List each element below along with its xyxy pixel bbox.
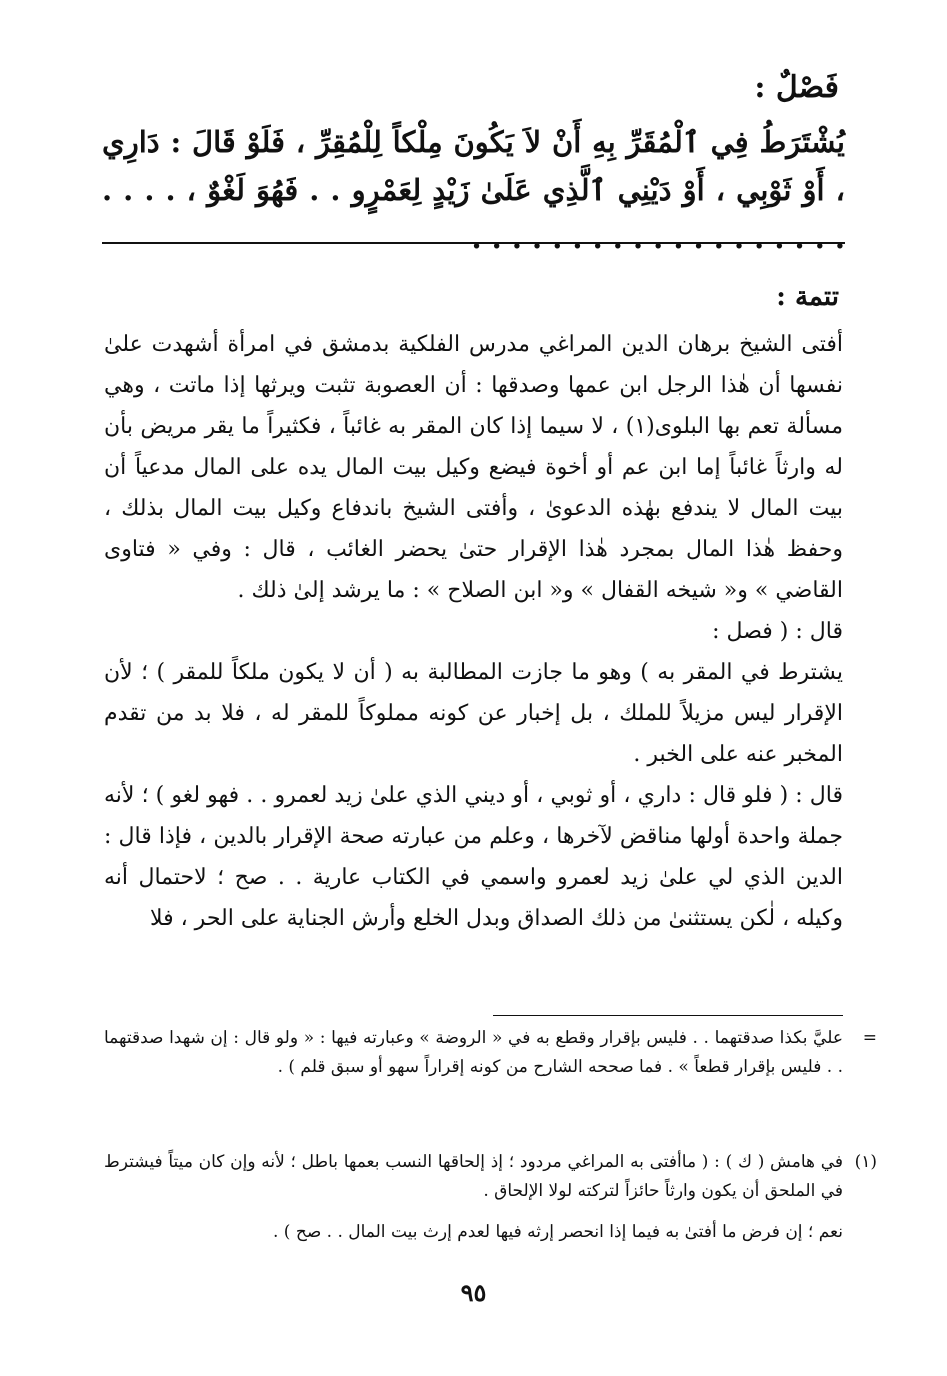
footnote-continuation (104, 1024, 877, 1082)
commentary-paragraph: أفتى الشيخ برهان الدين المراغي مدرس الفلكية بدمشق في امرأة أشهدت علىٰ نفسها أن هٰذا الرجل ابن عمها وصدقها : أن العصوبة تثبت ويرثها إذا ماتت ، وهي مسألة تعم بها البلوى(١) ، لا سيما إذا كان المقر به غائباً ، فكثيراً ما يقر مريض بأن له وارثاً غائباً إما ابن عم أو أخوة فيضع وكيل بيت المال يده على المال مدعياً أن بيت المال لا يندفع بهٰذه الدعوىٰ ، وأفتى الشيخ باندفاع وكيل بيت المال بذلك ، وحفظ هٰذا المال بمجرد هٰذا الإقرار حتىٰ يحضر الغائب ، قال : وفي « فتاوى القاضي » و« شيخه القفال » و« ابن الصلاح » : ما يرشد إلىٰ ذلك . (104, 332, 844, 603)
commentary-paragraph: قال : ( فصل : (712, 619, 843, 644)
page-number: ٩٥ (460, 1278, 487, 1307)
matn-text: يُشْتَرَطُ فِي ٱلْمُقَرِّ بِهِ أَنْ لاَ يَكُونَ مِلْكاً لِلْمُقِرِّ ، فَلَوْ قَالَ : دَارِي ، أَوْ ثَوْبِي ، أَوْ دَيْنِي ٱلَّذِي عَلَىٰ زَيْدٍ لِعَمْرٍو . . فَهُوَ لَغْوٌ ، . . . . . . . . . . . . . . . . . . . . . . . (102, 125, 846, 255)
footnote-divider (493, 1015, 843, 1016)
footnote-1-continued (104, 1218, 843, 1247)
tatimma-heading: تتمة : (776, 282, 839, 312)
commentary-body (104, 324, 843, 939)
commentary-paragraph: قال : ( فلو قال : داري ، أو ثوبي ، أو ديني الذي علىٰ زيد لعمرو . . فهو لغو ) ؛ لأنه جملة واحدة أولها مناقض لآخرها ، وعلم من عبارته صحة الإقرار بالدين ، فإذا قال : الدين الذي لي علىٰ زيد لعمرو واسمي في الكتاب عارية . . صح ؛ لاحتمال أنه وكيله ، لٰكن يستثنىٰ من ذلك الصداق وبدل الخلع وأرش الجناية على الحر ، فلا (104, 783, 843, 931)
footnote-1 (104, 1148, 877, 1206)
continuation-mark: = (862, 1028, 877, 1048)
matn-divider (102, 242, 845, 244)
footnote-text: نعم ؛ إن فرض ما أفتىٰ به فيما إذا انحصر إرثه فيها لعدم إرث بيت المال . . صح ) . (273, 1222, 843, 1242)
footnote-text: عليَّ بكذا صدقتهما . . فليس بإقرار وقطع به في « الروضة » وعبارته فيها : « ولو قال : إن شهدا صدقتهما . . فليس بإقرار قطعاً » . فما صححه الشارح من كونه إقراراً سهو أو سبق قلم ) . (104, 1028, 843, 1077)
section-heading: فَصْلٌ : (754, 70, 839, 105)
commentary-paragraph: يشترط في المقر به ) وهو ما جازت المطالبة به ( أن لا يكون ملكاً للمقر ) ؛ لأن الإقرار ليس مزيلاً للملك ، بل إخبار عن كونه مملوكاً للمقر له ، فلا بد من تقدم المخبر عنه على الخبر . (104, 660, 843, 767)
footnote-text: في هامش ( ك ) : ( ماأفتى به المراغي مردود ؛ إذ إلحاقها النسب بعمها باطل ؛ لأنه وإن كان ميتاً فيشترط في الملحق أن يكون وارثاً حائزاً لتركته لولا الإلحاق . (104, 1152, 843, 1201)
footnote-number: (١) (854, 1152, 877, 1172)
